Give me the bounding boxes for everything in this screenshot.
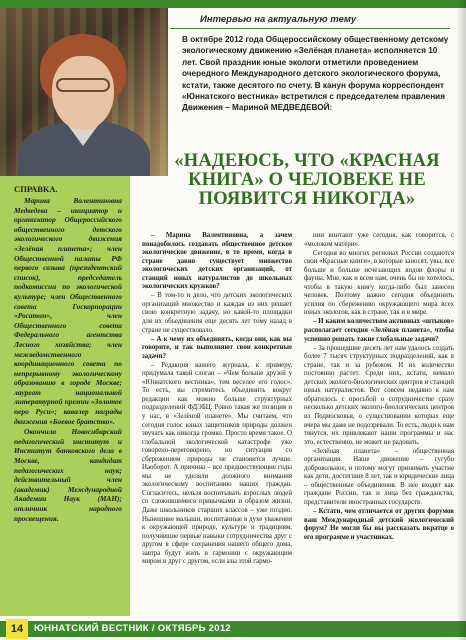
- column-paragraph: нии впитают уже сегодня, как говорится, с «молоком матери».: [304, 232, 454, 248]
- article-headline: «НАДЕЮСЬ, ЧТО «КРАСНАЯ КНИГА» О ЧЕЛОВЕКЕ НЕ ПОЯВИТСЯ НИКОГДА»: [174, 151, 440, 209]
- reference-sidebar: [0, 176, 130, 616]
- footer-magazine-title: ЮННАТСКИЙ ВЕСТНИК / ОКТЯБРЬ 2012: [34, 623, 231, 634]
- column-paragraph: – В том-то и дело, что детских экологических организаций множество и каждая из них решает свою конкретную задачу, но какой-то площадки для их объединения еще десять лет тому назад в стране не существовало.: [142, 292, 292, 334]
- sidebar-title: СПРАВКА.: [14, 184, 58, 194]
- photo-glasses: [56, 78, 110, 92]
- column-paragraph: Сегодня во многих регионах России создаются свои «Красные книги», в которые заносят, увы, все больше и больше исчезающих видов флоры и фауны. Мне, как и всем нам, очень бы не хотелось, чтобы в такую книгу когда-либо был занесен человек. Поэтому важно сегодня объединить усилия по сбережению окружающего мира всех юных экологов, как в стране, так и в мире.: [304, 249, 454, 317]
- page-number: 14: [6, 619, 28, 639]
- photo-face: [52, 56, 114, 130]
- page-fold-shadow: [456, 0, 466, 640]
- article-lead: В октябре 2012 года Общероссийскому общественному детскому экологическому движению «Зелёная планета» исполняется 10 лет. Свой праздник юные экологи отметили проведением очередного Международного детского экологического форума, кстати, также десятого по счету. В канун форума корреспондент «Юннатского вестника» встретился с председателем правления Движения – Мариной МЕДВЕДЕВОЙ:: [182, 35, 449, 113]
- column-paragraph: – И каким количеством активных «штыков» располагает сегодня «Зелёная планета», чтобы успешно решать такие глобальные задачи?: [304, 318, 454, 343]
- column-paragraph: – Редакция вашего журнала, к примеру, придумала такой слоган – «Чем больше друзей у «Юннатского вестника», тем веселее его голос». То есть, вы стремитесь объединить вокруг редакции как можно больше структурных подразделений ФДЭБЦ. Ровно такая же позиция и у нас, в «Зелёной планете». Мы считаем, что сегодня голос юных защитников природы должен звучать как никогда громко. Просто время такое. О глобальной экологической катастрофе уже говорено-переговорено, но ситуация со сбережением природы не становится лучше. Наоборот. А причина – все предшествующие годы мы не уделяли должного внимания экологическому воспитанию наших граждан. Согласитесь, нельзя воспитывать взрослых людей со сложившимися привычками и образом жизни. Даже школьников старших классов – уже поздно. Нынешние малыши, воспитанные в духе уважения к окружающей природе, культуре и традициям, получившие первые навыки сотрудничества друг с другом в сфере сохранения нашего общего дома, завтра будут жить в гармонии с окружающим миром и друг с другом, если азы этой гармо-: [142, 361, 292, 566]
- sidebar-paragraph: Окончила Новосибирский педагогический институт и Институт банковского дела в Москве, кандидат педагогических наук; действительный член (академик) Международной Академии Наук (МАН); отличник народного просвещения.: [14, 427, 122, 523]
- portrait-photo: [0, 8, 168, 176]
- column-paragraph: – Кстати, чем отличается от других форумов ваш Международный детский экологический форум? Не могли бы вы рассказать вкратце о его программе и участниках.: [304, 508, 454, 541]
- column-paragraph: «Зелёная планета» – общественная организация. Наше движение – сугубо добровольное, и потому могут принимать участие как дети, достигшие 8 лет, так и юридические лица – общественные объединения. В нее входят как граждане России, так и лица без гражданства, представители иностранных государств.: [304, 447, 454, 506]
- column-paragraph: – Марина Валентиновна, а зачем понадобилось создавать общественное детское экологическое движение, в то время, когда в стране давно существует множество экологических детских организаций, от станций юных натуралистов до школьных экологических кружков?: [142, 232, 292, 291]
- section-kicker: Интервью на актуальную тему: [200, 14, 357, 25]
- kicker-divider: [170, 28, 450, 29]
- sidebar-paragraph: Марина Валентиновна Медведева – инициатор и организатор Общероссийского общественного детского экологического движения «Зелёная планета»; член Общественной палаты РФ первого созыва (президентский список), председатель подкомиссии по экологической культуре; член Общественного совета Госкорпорации «Росатом», член Общественного совета Федерального агентства Лесного хозяйства; член межведомственного координационного совета по непрерывному экологическому образованию в городе Москве; лауреат национальной литературной премии «Золотое перо Руси»; кавалер награды движения «Боевое братство».: [14, 196, 122, 426]
- column-paragraph: – За прошедшие десять лет нам удалось создать более 7 тысяч структурных подразделений, как в стране, так и за рубежом. И их количество постоянно растет. Среди них, кстати, немало детских эколого-биологических центров и станций юных натуралистов. Вот совсем недавно к нам обратилось с просьбой о сотрудничестве сразу несколько детских эколого-биологических центров из Подмосковья, о существовании которых еще вчера мы даже не подозревали. То есть, люди к нам тянутся, их привлекают наши программы и нас это, естественно, не может не радовать.: [304, 344, 454, 446]
- article-column-1: [142, 232, 292, 567]
- top-accent-strip: [0, 0, 466, 8]
- article-column-2: [304, 232, 454, 543]
- column-paragraph: – А к чему их объединять, когда они, как вы говорите, и так выполняют свои конкретные задачи?: [142, 335, 292, 360]
